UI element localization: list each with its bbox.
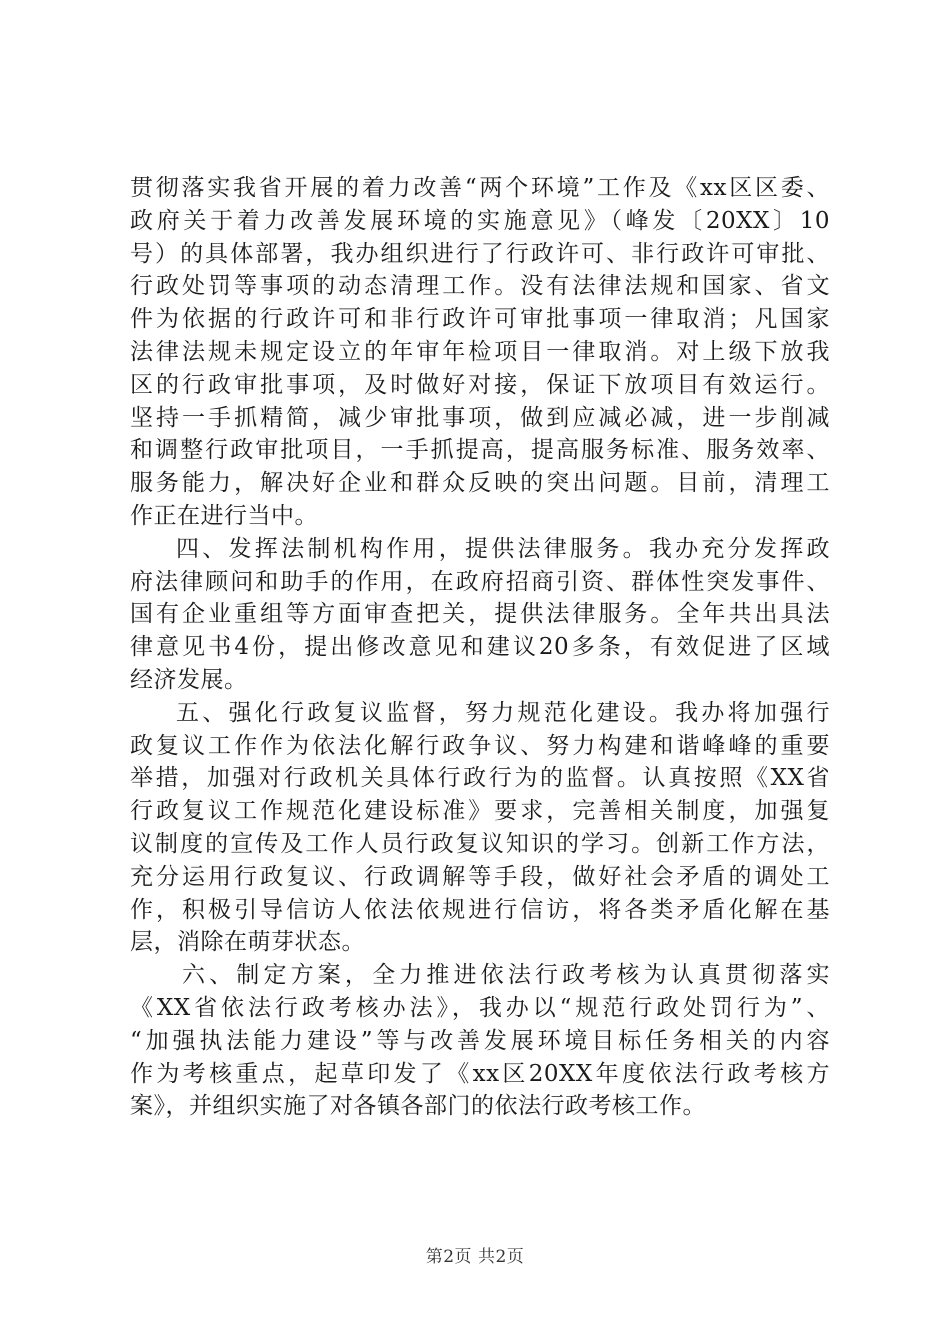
page-footer: 第2页 共2页 [425,1247,525,1267]
text-line: 案》，并组织实施了对各镇各部门的依法行政考核工作。 [130,1093,706,1120]
text-line: 政复议工作作为依法化解行政争议、努力构建和谐峰峰的重要 [130,732,830,759]
document-body [130,172,830,1123]
text-line: “加强执法能力建设”等与改善发展环境目标任务相关的内容 [130,1027,830,1054]
text-line: 政府关于着力改善发展环境的实施意见》（峰发〔20XX〕10 [130,207,830,234]
text-line: 和调整行政审批项目，一手抓提高，提高服务标准、服务效率、 [130,437,830,464]
text-line: 作正在进行当中。 [130,502,318,529]
text-line: 服务能力，解决好企业和群众反映的突出问题。目前，清理工 [130,470,830,497]
text-line: 作，积极引导信访人依法依规进行信访，将各类矛盾化解在基 [130,896,830,923]
text-line: 行政处罚等事项的动态清理工作。没有法律法规和国家、省文 [130,273,830,300]
text-line: 件为依据的行政许可和非行政许可审批事项一律取消；凡国家 [130,306,830,333]
text-line: 充分运用行政复议、行政调解等手段，做好社会矛盾的调处工 [130,863,830,890]
text-line: 作为考核重点，起草印发了《xx区20XX年度依法行政考核方 [130,1060,830,1087]
text-line: 法律法规未规定设立的年审年检项目一律取消。对上级下放我 [130,338,830,365]
text-line: 贯彻落实我省开展的着力改善“两个环境”工作及《xx区区委、 [130,175,830,201]
section-heading-line: 四、发挥法制机构作用，提供法律服务。我办充分发挥政 [176,535,830,562]
text-line: 律意见书4份，提出修改意见和建议20多条，有效促进了区域 [130,634,830,661]
text-line: 层，消除在萌芽状态。 [130,929,365,956]
section-heading-line: 五、强化行政复议监督，努力规范化建设。我办将加强行 [176,699,830,726]
text-line: 《XX省依法行政考核办法》，我办以“规范行政处罚行为”、 [130,994,830,1021]
text-line: 经济发展。 [130,666,248,693]
text-line: 号）的具体部署，我办组织进行了行政许可、非行政许可审批、 [130,240,830,267]
text-line: 区的行政审批事项，及时做好对接，保证下放项目有效运行。 [130,371,830,398]
text-line: 议制度的宣传及工作人员行政复议知识的学习。创新工作方法， [130,830,830,857]
text-line: 行政复议工作规范化建设标准》要求，完善相关制度，加强复 [130,798,830,825]
text-line: 府法律顾问和助手的作用，在政府招商引资、群体性突发事件、 [130,568,830,595]
text-line: 举措，加强对行政机关具体行政行为的监督。认真按照《XX省 [130,765,830,792]
section-heading-line: 六、制定方案，全力推进依法行政考核为认真贯彻落实 [182,962,830,989]
text-line: 国有企业重组等方面审查把关，提供法律服务。全年共出具法 [130,601,830,628]
text-line: 坚持一手抓精简，减少审批事项，做到应减必减，进一步削减 [130,404,830,431]
